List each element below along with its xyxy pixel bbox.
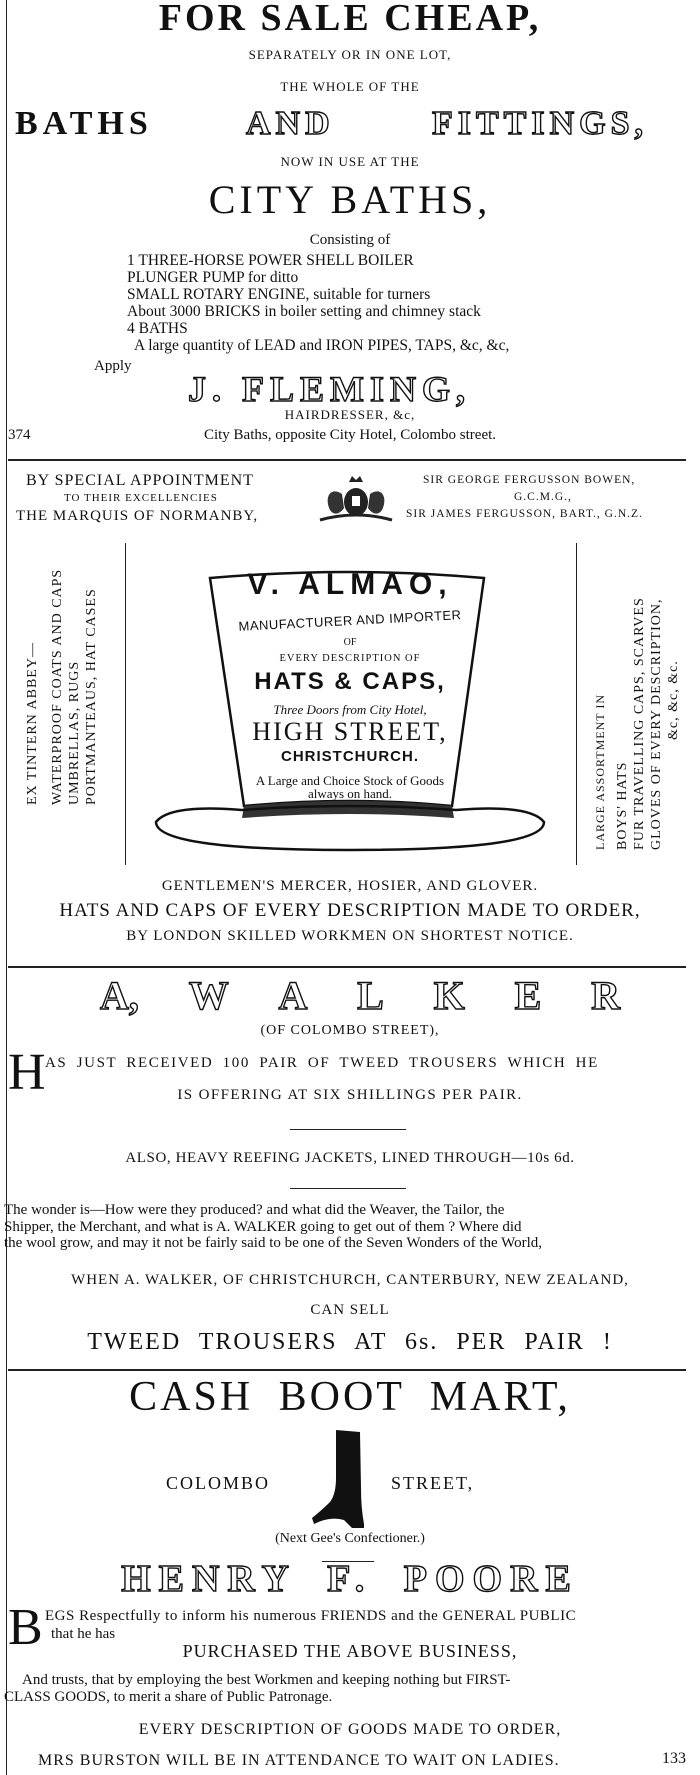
section-divider <box>8 1369 686 1371</box>
royal-coat-of-arms-icon <box>316 474 396 524</box>
wonder-line: the wool grow, and may it not be fairly said to be one of the Seven Wonders of the World, <box>4 1235 543 1251</box>
baths-line-1: SEPARATELY OR IN ONE LOT, <box>248 47 452 62</box>
stock-line-2: always on hand. <box>307 786 393 801</box>
right-vertical-text <box>592 597 682 850</box>
colombo-label: COLOMBO <box>166 1473 271 1493</box>
right-appointment-3: SIR JAMES FERGUSSON, BART., G.N.Z. <box>406 508 643 520</box>
walker-letter: K <box>433 973 465 1018</box>
walker-when: WHEN A. WALKER, OF CHRISTCHURCH, CANTERBURY, NEW ZEALAND, <box>71 1272 629 1288</box>
left-vertical-line: WATERPROOF COATS AND CAPS <box>50 568 65 805</box>
henry-poore-name: HENRY F. POORE <box>121 1558 579 1600</box>
page-number: 133 <box>662 1750 686 1767</box>
almao-name: V. ALMAO, <box>247 568 453 601</box>
walker-dropcap: H <box>8 1044 46 1101</box>
right-vertical-line: BOYS' HATS <box>615 761 630 850</box>
section-divider <box>8 966 686 968</box>
baths-item: 1 THREE-HORSE POWER SHELL BOILER <box>127 252 414 269</box>
left-vertical-line: UMBRELLAS, RUGS <box>67 660 82 805</box>
baths-line-3: NOW IN USE AT THE <box>280 154 420 169</box>
left-vertical-line: PORTMANTEAUS, HAT CASES <box>84 588 99 805</box>
walker-subtitle: (OF COLOMBO STREET), <box>260 1023 440 1038</box>
walker-letter: A <box>278 973 308 1018</box>
appointment-line-1: BY SPECIAL APPOINTMENT <box>26 472 254 489</box>
walker-name <box>100 972 620 1019</box>
apply-label: Apply <box>94 358 132 374</box>
left-vertical-line: EX TINTERN ABBEY— <box>25 642 40 805</box>
purchased-business: PURCHASED THE ABOVE BUSINESS, <box>182 1641 518 1661</box>
section-divider <box>8 459 686 461</box>
baths-item: About 3000 BRICKS in boiler setting and chimney stack <box>127 303 481 320</box>
right-appointment-2: G.C.M.G., <box>514 491 572 503</box>
street-label: STREET, <box>391 1473 475 1493</box>
walker-letter: A, <box>100 973 139 1018</box>
boot-icon <box>308 1428 380 1530</box>
right-appointment-1: SIR GEORGE FERGUSSON BOWEN, <box>423 474 636 486</box>
baths-headline-fittings: FITTINGS, <box>432 105 648 142</box>
walker-letter: W <box>188 973 229 1018</box>
mrs-burston: MRS BURSTON WILL BE IN ATTENDANCE TO WAIT ON LADIES. <box>38 1752 560 1769</box>
every-description-of: EVERY DESCRIPTION OF <box>279 653 421 664</box>
baths-headline-baths: BATHS <box>15 105 153 142</box>
baths-items-list <box>127 252 509 354</box>
next-gees: (Next Gee's Confectioner.) <box>275 1531 425 1546</box>
consisting-of: Consisting of <box>309 232 391 248</box>
wonder-paragraph <box>4 1202 542 1252</box>
christchurch: CHRISTCHURCH. <box>281 748 419 765</box>
london-workmen: BY LONDON SKILLED WORKMEN ON SHORTEST NOTICE. <box>126 928 574 944</box>
trusts-line-1: And trusts, that by employing the best Workmen and keeping nothing but FIRST- <box>22 1672 511 1688</box>
wonder-line: Shipper, the Merchant, and what is A. WALKER going to get out of them ? Where did <box>4 1218 522 1235</box>
right-vertical-line: &c, &c, &c. <box>666 660 681 740</box>
mercer-hosier-glover: GENTLEMEN'S MERCER, HOSIER, AND GLOVER. <box>161 878 539 894</box>
baths-item: 4 BATHS <box>127 320 188 337</box>
cash-boot-mart-title: CASH BOOT MART, <box>129 1374 571 1420</box>
city-baths-heading: CITY BATHS, <box>208 177 492 222</box>
baths-item: PLUNGER PUMP for ditto <box>127 269 299 286</box>
manufacturer-importer: MANUFACTURER AND IMPORTER <box>238 607 462 634</box>
three-doors: Three Doors from City Hotel, <box>273 702 427 717</box>
made-to-order: HATS AND CAPS OF EVERY DESCRIPTION MADE TO ORDER, <box>59 900 641 921</box>
walker-can-sell: CAN SELL <box>310 1302 390 1318</box>
short-rule <box>290 1129 406 1130</box>
walker-letter: L <box>357 973 384 1018</box>
walker-letter: R <box>591 973 620 1018</box>
walker-paragraph-2: IS OFFERING AT SIX SHILLINGS PER PAIR. <box>177 1087 523 1103</box>
high-street: HIGH STREET, <box>252 717 448 746</box>
poore-dropcap: B <box>8 1599 43 1656</box>
ad-number: 374 <box>8 427 31 443</box>
stock-line-1: A Large and Choice Stock of Goods <box>255 773 445 788</box>
fleming-name: J. FLEMING, <box>188 369 472 409</box>
right-vertical-line: LARGE ASSORTMENT IN <box>593 693 607 850</box>
baths-title: FOR SALE CHEAP, <box>158 0 542 39</box>
right-vertical-line: GLOVES OF EVERY DESCRIPTION, <box>649 598 664 850</box>
poore-paragraph-2: that he has <box>51 1626 116 1642</box>
baths-item: SMALL ROTARY ENGINE, suitable for turners <box>127 286 431 303</box>
reefing-jackets: ALSO, HEAVY REEFING JACKETS, LINED THROUGH—10s 6d. <box>125 1150 575 1166</box>
appointment-line-3: THE MARQUIS OF NORMANBY, <box>16 508 259 524</box>
fleming-trade: HAIRDRESSER, &c, <box>284 407 416 422</box>
poore-paragraph-1: EGS Respectfully to inform his numerous FRIENDS and the GENERAL PUBLIC <box>45 1608 577 1624</box>
baths-line-2: THE WHOLE OF THE <box>280 79 420 94</box>
right-column-rule <box>576 543 577 865</box>
baths-item: A large quantity of LEAD and IRON PIPES, TAPS, &c, &c, <box>134 337 510 354</box>
right-vertical-line: FUR TRAVELLING CAPS, SCARVES <box>632 597 647 850</box>
baths-headline-and: AND <box>246 105 335 142</box>
trusts-line-2: CLASS GOODS, to merit a share of Public Patronage. <box>4 1689 333 1705</box>
appointment-line-2: TO THEIR EXCELLENCIES <box>64 492 218 504</box>
tweed-trousers-price: TWEED TROUSERS AT 6s. PER PAIR ! <box>87 1329 613 1355</box>
fleming-address: City Baths, opposite City Hotel, Colombo street. <box>203 427 497 443</box>
walker-letter: E <box>514 973 542 1018</box>
every-description-order: EVERY DESCRIPTION OF GOODS MADE TO ORDER, <box>138 1721 562 1738</box>
walker-paragraph-1: AS JUST RECEIVED 100 PAIR OF TWEED TROUSERS WHICH HE <box>45 1055 599 1071</box>
hats-and-caps-heading: HATS & CAPS, <box>254 668 446 695</box>
hat-of: OF <box>343 637 357 648</box>
short-rule <box>290 1188 406 1189</box>
wonder-line: The wonder is—How were they produced? and what did the Weaver, the Tailor, the <box>4 1202 505 1218</box>
